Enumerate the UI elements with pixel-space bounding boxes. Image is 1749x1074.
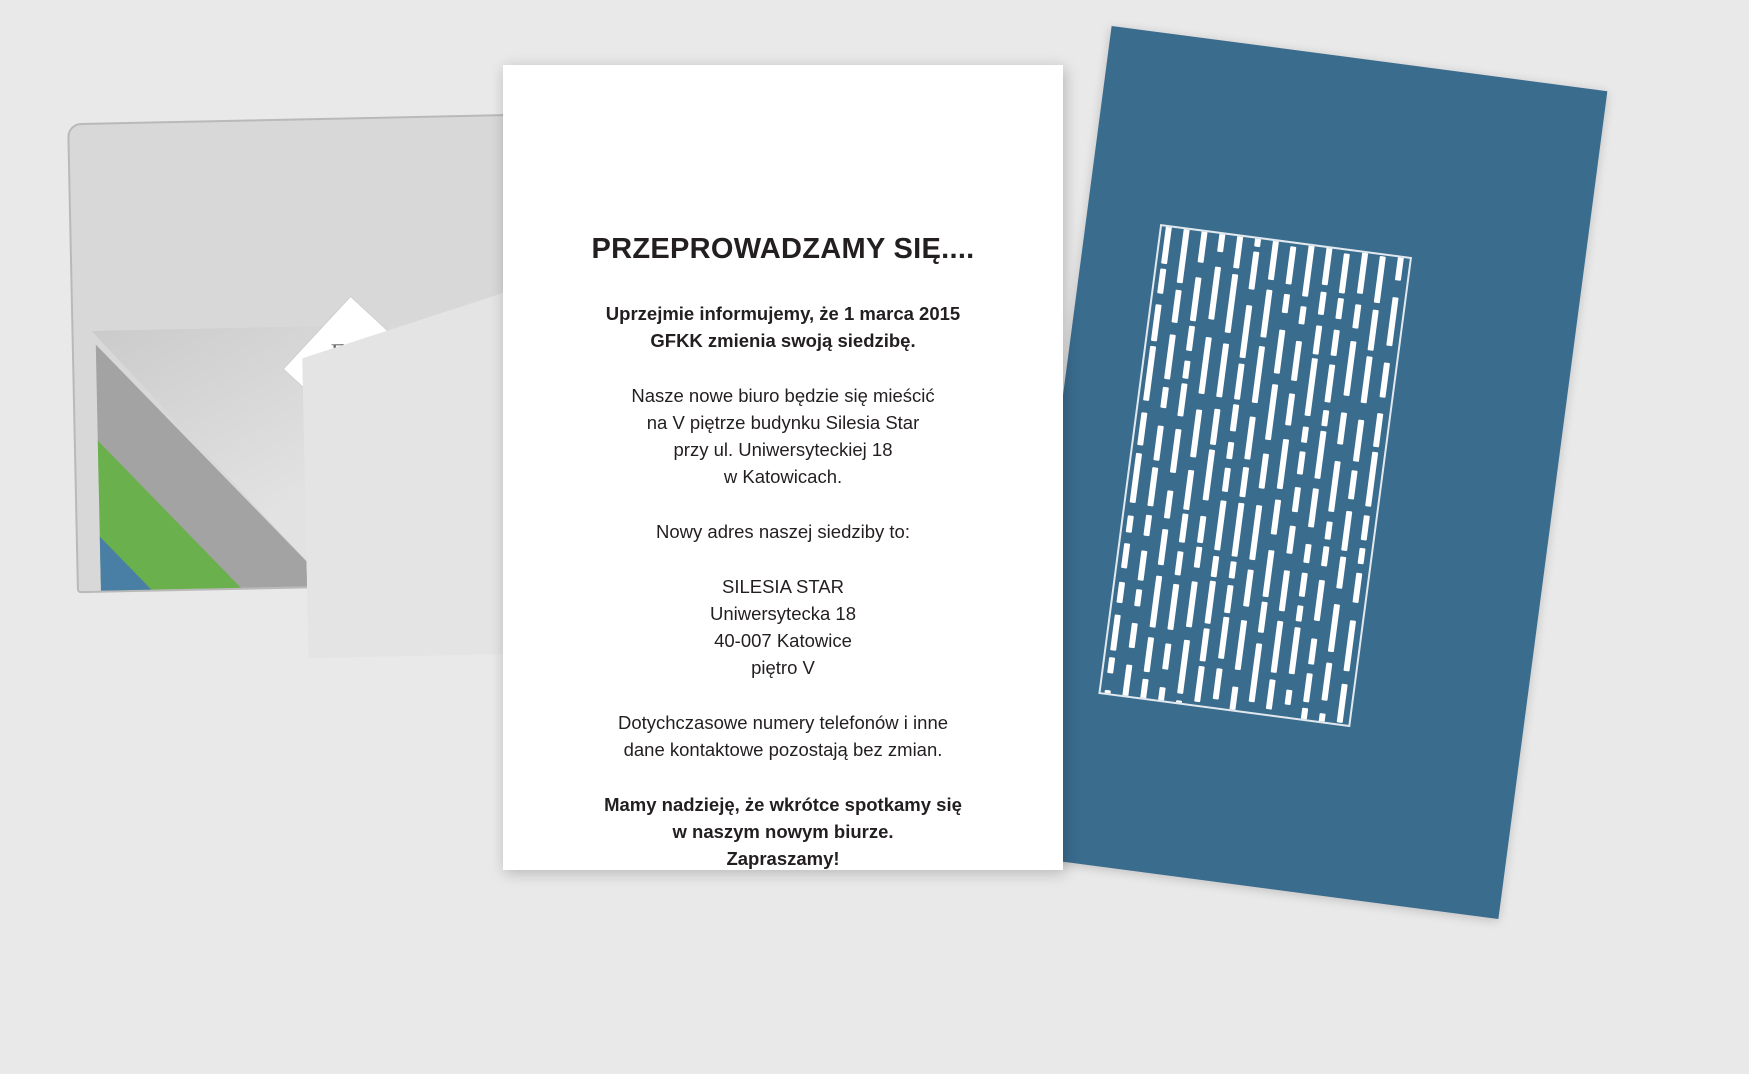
pattern-dash [1324,365,1335,403]
pattern-dash [1298,306,1306,324]
pattern-dash [1386,297,1398,346]
pattern-dash [1343,620,1356,672]
pattern-dash [1302,244,1315,296]
pattern-dash [1325,521,1333,540]
pattern-dash [1177,640,1190,694]
pattern-dash [1291,341,1302,381]
pattern-dash [1314,430,1326,478]
pattern-dash [1292,487,1301,512]
pattern-dash [1286,526,1296,555]
pattern-dash [1357,246,1369,294]
pattern-dash [1353,420,1364,462]
invitation-paragraph [503,518,1063,545]
pattern-dash [1198,230,1208,263]
pattern-dash [1129,623,1138,649]
pattern-dash [1303,673,1313,702]
pattern-dash [1134,589,1142,607]
pattern-dash [1328,604,1340,653]
pattern-dash [1143,346,1156,401]
pattern-dash [1316,713,1326,727]
pattern-dash [1260,290,1272,338]
pattern-dash [1336,556,1346,588]
pattern-dash [1160,386,1169,408]
pattern-dash [1374,256,1386,303]
pattern-dash [1358,547,1366,564]
pattern-dash [1197,516,1206,543]
pattern-dash [1139,679,1148,704]
pattern-dash [1252,346,1265,403]
pattern-dash [1162,643,1171,670]
pattern-dash [1243,569,1254,606]
pattern-dash [1268,231,1280,280]
invitation-line: Uprzejmie informujemy, że 1 marca 2015 [605,303,961,324]
invitation-content [503,233,1063,872]
pattern-dash [1226,442,1234,460]
pattern-dash [1171,289,1181,323]
pattern-dash [1343,341,1356,396]
pattern-dash [1151,304,1162,342]
pattern-dash [1248,251,1259,290]
pattern-dash [1110,614,1121,651]
pattern-dash [1213,668,1223,700]
pattern-dash [1285,246,1296,285]
pattern-dash [1328,461,1341,512]
pattern-dash [1183,470,1194,510]
invitation-line: w Katowicach. [723,466,843,487]
invitation-line: SILESIA STAR [721,576,844,597]
pattern-dash [1361,356,1373,403]
invitation-paragraph [503,300,1063,354]
pattern-dash [1274,329,1286,374]
pattern-dash [1231,502,1244,557]
pattern-dash [1116,581,1125,603]
pattern-dash [1208,267,1221,321]
pattern-dash [1098,690,1111,727]
pattern-dash [1210,409,1221,445]
pattern-dash [1297,452,1306,475]
pattern-dash [1365,452,1378,507]
invitation-paragraph [503,709,1063,763]
pattern-dash [1203,450,1216,501]
invitation-line: na V piętrze budynku Silesia Star [646,412,920,433]
pattern-dash [1190,409,1202,458]
pattern-dash [1164,490,1174,519]
pattern-dash [1214,500,1227,551]
pattern-dash [1164,334,1176,379]
pattern-dash [1282,294,1290,314]
pattern-dash [1224,585,1234,614]
pattern-dash [1177,383,1187,416]
pattern-dash [1308,488,1319,528]
pattern-dash [1341,511,1352,552]
pattern-dash [1285,689,1293,705]
pattern-dash [1285,393,1295,426]
invitation-line: w naszym nowym biurze. [672,821,894,842]
invitation-line: Uniwersytecka 18 [709,603,856,624]
invitation-line: GFKK zmienia swoją siedzibę. [650,330,916,351]
pattern-dash [1170,429,1182,473]
pattern-dash [1153,426,1163,461]
pattern-dash [1126,515,1134,533]
pattern-dash [1121,543,1130,568]
pattern-dash [1289,627,1301,675]
pattern-dash [1186,326,1195,351]
pattern-dash [1194,666,1205,702]
pattern-dash [1254,229,1262,247]
blue-pattern-card [1003,26,1608,919]
pattern-dash [1143,514,1152,536]
pattern-dash [1169,701,1182,727]
pattern-dash [1107,657,1115,674]
pattern-dash [1395,249,1405,281]
pattern-dash [1122,664,1133,700]
pattern-dash [1296,605,1304,621]
pattern-dash [1234,363,1245,400]
pattern-dash [1259,453,1270,489]
page-title: PRZEPROWADZAMY SIĘ.... [591,233,975,265]
pattern-dash [1179,513,1189,542]
pattern-dash [1373,413,1383,448]
pattern-dash [1331,330,1340,356]
pattern-dash [1198,337,1211,394]
striped-envelope [67,113,577,593]
invitation-paragraphs [503,300,1063,872]
pattern-dash [1230,404,1239,431]
pattern-dash [1352,573,1362,603]
pattern-dash [1249,505,1262,560]
pattern-dash [1158,528,1169,565]
pattern-dash [1277,439,1289,489]
pattern-dash [1321,663,1332,702]
pattern-dash [1308,638,1317,665]
pattern-dash [1271,621,1284,674]
pattern-dash [1157,269,1166,295]
pattern-dash [1239,467,1249,498]
pattern-dash [1200,628,1210,661]
invitation-line: Nowy adres naszej siedziby to: [656,521,910,542]
pattern-dash [1158,687,1166,702]
invitation-paragraph [503,382,1063,490]
pattern-dash [1138,550,1148,581]
pattern-dash [1303,544,1311,563]
pattern-dash [1262,550,1274,598]
invitation-line: Dotychczasowe numery telefonów i inne [617,712,949,733]
pattern-dash [1190,277,1202,321]
pattern-dash [1167,584,1179,630]
pattern-dash [1367,310,1378,351]
pattern-dash [1258,602,1268,633]
pattern-dash [1321,410,1329,426]
pattern-dash [1279,570,1290,612]
pattern-dash [1314,580,1325,621]
pattern-dash [1313,325,1323,354]
pattern-dash [1211,556,1220,578]
pattern-dash [1304,358,1318,416]
pattern-dash [1380,362,1390,397]
blue-card-pattern-frame [1098,224,1412,727]
pattern-dash [1222,467,1231,492]
pattern-dash [1227,686,1238,726]
pattern-dash [1271,500,1281,535]
pattern-dash [1348,470,1358,500]
invitation-paragraph [503,573,1063,681]
pattern-dash [1299,572,1308,597]
pattern-dash [1175,551,1184,575]
invitation-line: Nasze nowe biuro będzie się mieścić [631,385,935,406]
invitation-line: przy ul. Uniwersyteckiej 18 [673,439,893,460]
pattern-dash [1186,581,1198,627]
pattern-dash [1229,561,1237,579]
pattern-dash [1137,412,1147,445]
pattern-dash [1337,412,1347,444]
pattern-dash [1352,304,1361,329]
pattern-dash [1194,546,1203,568]
invitation-line: 40-007 Katowice [714,630,852,651]
pattern-dash [1218,617,1229,659]
pattern-dash [1216,343,1229,397]
invitation-line: Mamy nadzieję, że wkrótce spotkamy się [604,794,962,815]
invitation-line: Zapraszamy! [726,848,840,869]
pattern-dash [1335,298,1344,320]
pattern-dash [1244,416,1256,460]
pattern-dash [1144,637,1154,672]
pattern-dash [1161,224,1172,264]
pattern-dash [1233,234,1243,269]
pattern-dash [1249,643,1263,703]
pattern-dash [1339,253,1350,294]
pattern-dash [1318,291,1327,315]
pattern-dash [1337,683,1348,722]
pattern-dash [1177,225,1191,283]
pattern-dash [1147,467,1158,507]
pattern-dash [1225,274,1239,334]
invitation-line: piętro V [751,657,815,678]
pattern-dash [1280,716,1289,727]
pattern-dash [1265,384,1278,440]
pattern-dash [1301,427,1309,443]
invitation-paragraph [503,791,1063,872]
invitation-line: dane kontaktowe pozostają bez zmian. [623,739,943,760]
pattern-dash [1239,305,1252,358]
pattern-dash [1217,226,1226,253]
pattern-dash [1130,452,1142,502]
pattern-dash [1266,679,1276,709]
pattern-dash [1204,581,1216,624]
pattern-dash [1235,619,1248,670]
pattern-dash [1321,546,1330,567]
pattern-dash [1295,708,1308,727]
pattern-dash [1322,240,1334,286]
pattern-dash [1149,575,1162,628]
pattern-dash [1361,515,1370,541]
pattern-dash [1182,360,1190,379]
invitation-card [503,65,1063,870]
